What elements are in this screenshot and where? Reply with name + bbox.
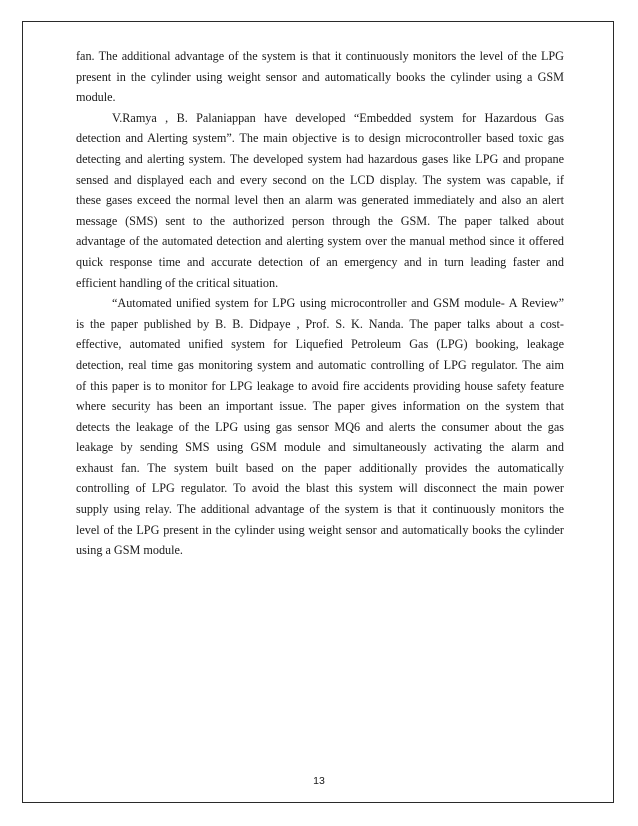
page-number: 13 [313,775,325,787]
text-line: fan. The additional advantage of the system is that it continuously monitors the level of the LPG [76,49,564,63]
text-line: is the paper published by B. B. Didpaye , Prof. S. K. Nanda. The paper talks about a cost- [76,316,564,331]
text-line: sensed and displayed each and every second on the LCD display. The system was capable, if [76,172,564,187]
text-line: “Automated unified system for LPG using microcontroller and GSM module- A Review” [112,296,564,311]
text-line: where security has been an important issue. The paper gives information on the system that [76,399,564,414]
text-line: leakage by sending SMS using GSM module and simultaneously activating the alarm and [76,440,564,455]
text-line: controlling of LPG regulator. To avoid the blast this system will disconnect the main power [76,481,564,496]
text-line: effective, automated unified system for Liquefied Petroleum Gas (LPG) booking, leakage [76,337,564,352]
text-line: level of the LPG present in the cylinder using weight sensor and automatically books the cylinder [76,522,564,537]
text-line: these gases exceed the normal level then an alarm was generated immediately and also an alert [76,193,564,208]
text-line: exhaust fan. The system built based on the paper additionally provides the automatically [76,460,564,475]
text-line: detects the leakage of the LPG using gas sensor MQ6 and alerts the consumer about the gas [76,419,564,434]
document-body [76,46,564,561]
text-line: using a GSM module. [76,543,183,558]
text-line: module. [76,90,116,105]
text-line: supply using relay. The additional advantage of the system is that it continuously monitors the [76,502,564,517]
text-line: message (SMS) sent to the authorized person through the GSM. The paper talked about [76,213,564,228]
text-line: advantage of the automated detection and alerting system over the manual method since it offered [76,234,564,249]
text-line: quick response time and accurate detection of an emergency and in turn leading faster and [76,254,564,269]
text-line: detection and Alerting system”. The main objective is to design microcontroller based toxic gas [76,131,564,146]
text-line: detection, real time gas monitoring system and automatic controlling of LPG regulator. The aim [76,357,564,372]
text-line: of this paper is to monitor for LPG leakage to avoid fire accidents providing house safety feature [76,378,564,393]
text-line: efficient handling of the critical situation. [76,275,279,290]
text-line: detecting and alerting system. The developed system had hazardous gases like LPG and propane [76,151,564,166]
text-line: V.Ramya , B. Palaniappan have developed “Embedded system for Hazardous Gas [112,110,564,125]
text-line: present in the cylinder using weight sensor and automatically books the cylinder using a GSM [76,69,564,84]
